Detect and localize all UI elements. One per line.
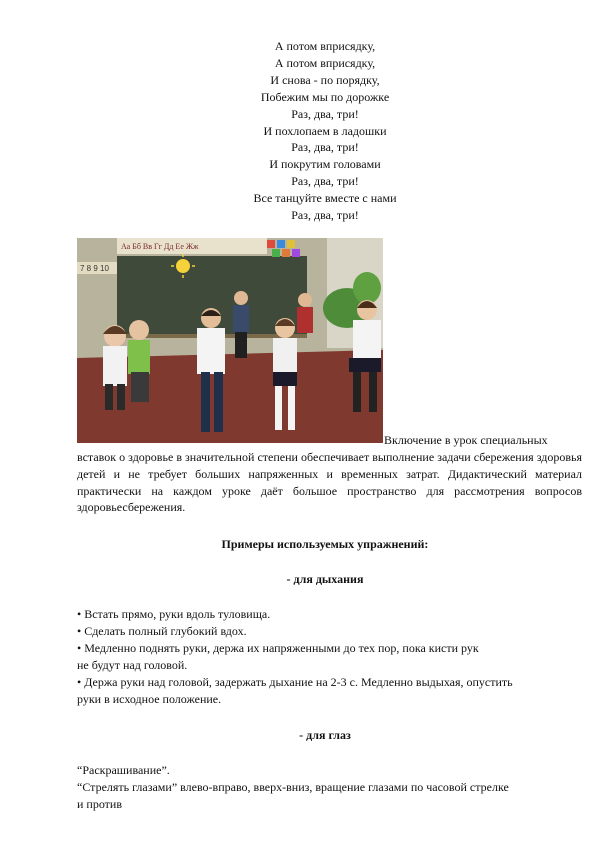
examples-heading: Примеры используемых упражнений:	[221, 537, 429, 551]
poem-line: Раз, два, три!	[291, 106, 359, 121]
classroom-photo	[77, 238, 383, 443]
poem-line: Побежим мы по дорожке	[260, 89, 390, 104]
poem	[0, 38, 595, 224]
list-item: • Встать прямо, руки вдоль туловища.	[77, 607, 271, 621]
list-item-continuation: не будут над головой.	[77, 658, 188, 672]
poem-line: Все танцуйте вместе с нами	[253, 191, 397, 206]
board-numbers: 7 8 9 10	[80, 264, 109, 273]
breathing-list	[77, 606, 582, 708]
board-letters: Аа Бб Вв Гг Дд Ее Жж	[121, 242, 199, 251]
list-item: • Сделать полный глубокий вдох.	[77, 624, 247, 638]
list-item: “Раскрашивание”.	[77, 763, 170, 777]
intro-paragraph: вставок о здоровье в значительной степени обеспечивает выполнение задачи сбережения здоровья детей и не требует больших напряженных и временных затрат. Дидактический материал практически на каждом уроке даёт большое пространство для рассмотрения вопросов здоровьесбережения.	[77, 450, 582, 515]
eyes-heading: - для глаз	[299, 728, 351, 742]
list-item: • Держа руки над головой, задержать дыхание на 2-3 с. Медленно выдыхая, опустить	[77, 675, 513, 689]
poem-line: А потом вприсядку,	[274, 55, 376, 70]
list-item-continuation: и против	[77, 797, 123, 811]
poem-line: Раз, два, три!	[291, 174, 359, 189]
intro-first-line: Включение в урок специальных	[384, 433, 548, 447]
poem-line: И снова - по порядку,	[270, 72, 380, 87]
list-item: “Стрелять глазами” влево-вправо, вверх-вниз, вращение глазами по часовой стрелке	[77, 780, 509, 794]
list-item-continuation: руки в исходное положение.	[77, 692, 222, 706]
poem-line: И похлопаем в ладошки	[263, 123, 387, 138]
list-item: • Медленно поднять руки, держа их напряженными до тех пор, пока кисти рук	[77, 641, 479, 655]
poem-line: Раз, два, три!	[291, 208, 359, 223]
breathing-heading: - для дыхания	[286, 572, 364, 586]
eyes-list	[77, 762, 582, 813]
poem-line: И покрутим головами	[269, 157, 381, 172]
poem-line: Раз, два, три!	[291, 140, 359, 155]
poem-line: А потом вприсядку,	[274, 39, 376, 53]
classroom-photo-illustration	[77, 238, 383, 443]
